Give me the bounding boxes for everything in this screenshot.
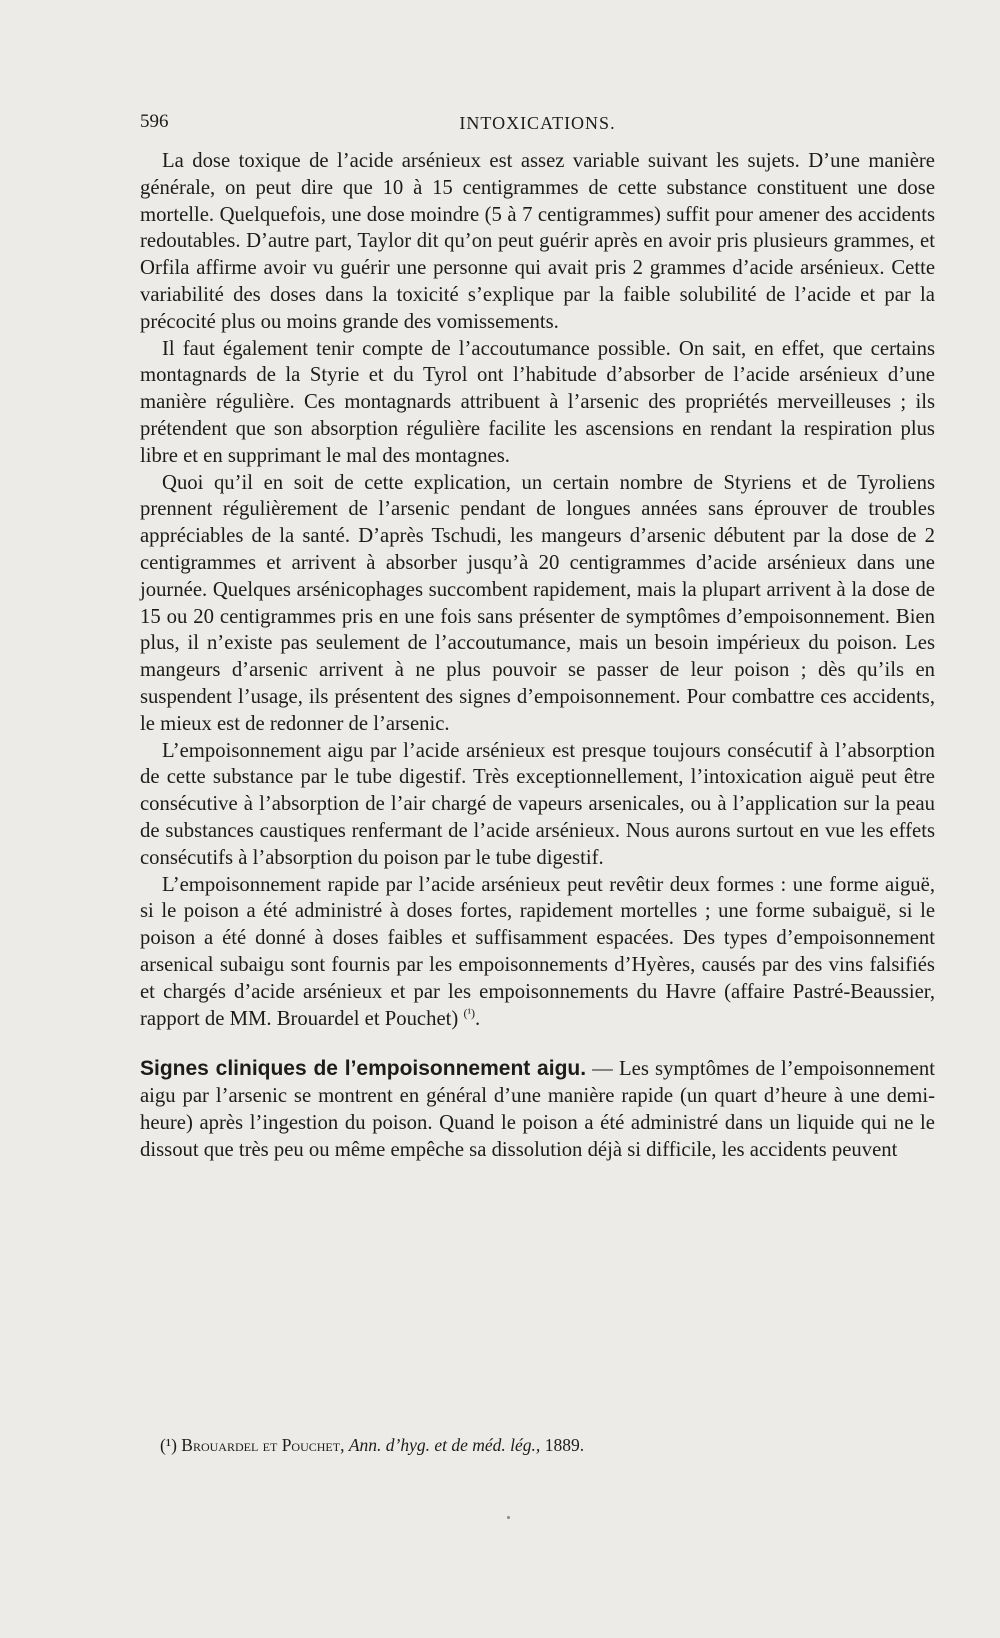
paragraph: Quoi qu’il en soit de cette explication, un certain nombre de Styriens et de Tyroliens prennent régulièrement de l’arsenic pendant de longues années sans éprouver de troubles appréciables de la santé. D’après Tschudi, les mangeurs d’arsenic débutent par la dose de 2 centigrammes et arrivent à absorber jusqu’à 20 centigrammes d’acide arsénieux dans une journée. Quelques arsénicophages succombent rapidement, mais la plupart arrivent à la dose de 15 ou 20 centigrammes pris en une fois sans présenter de symptômes d’empoisonnement. Bien plus, il n’existe pas seulement de l’accoutumance, mais un besoin impérieux du poison. Les mangeurs d’arsenic arrivent à ne plus pouvoir se passer de leur poison ; dès qu’ils en suspendent l’usage, ils présentent des signes d’empoisonnement. Pour combattre ces accidents, le mieux est de redonner de l’arsenic. (140, 471, 935, 735)
footnote-year: 1889. (544, 1435, 585, 1455)
footnote-reference: (¹) (463, 1005, 476, 1020)
footnote-marker: (¹) (160, 1435, 177, 1455)
section-paragraph (140, 1056, 935, 1163)
page-number: 596 (140, 111, 169, 132)
paragraph: Il faut également tenir compte de l’accoutumance possible. On sait, en effet, que certains montagnards de la Styrie et du Tyrol ont l’habitude d’absorber de l’acide arsénieux d’une manière régulière. Ces montagnards attribuent à l’arsenic des propriétés merveilleuses ; ils prétendent que son absorption régulière facilite les ascensions en rendant la respiration plus libre et en supprimant le mal des montagnes. (140, 337, 935, 467)
paragraph: L’empoisonnement aigu par l’acide arsénieux est presque toujours consécutif à l’absorption de cette substance par le tube digestif. Très exceptionnellement, l’intoxication aiguë peut être consécutive à l’absorption de l’air chargé de vapeurs arsenicales, ou à l’application sur la peau de substances caustiques renfermant de l’acide arsénieux. Nous aurons surtout en vue les effets consécutifs à l’absorption du poison par le tube digestif. (140, 739, 935, 869)
footnote-source: Ann. d’hyg. et de méd. lég., (348, 1435, 541, 1455)
section-heading: Signes cliniques de l’empoisonnement aigu. (140, 1057, 587, 1081)
section-text: — Les symptômes de l’empoisonnement aigu par l’arsenic se montrent en général d’une manière rapide (un quart d’heure à une demi-heure) après l’ingestion du poison. Quand le poison a été administré dans un liquide qui ne le dissout que très peu ou même empêche sa dissolution déjà si difficile, les accidents peuvent (140, 1058, 935, 1161)
page-mark (507, 1516, 510, 1519)
body-text (140, 148, 935, 1163)
paragraph-end: . (475, 1007, 481, 1030)
paragraph: La dose toxique de l’acide arsénieux est assez variable suivant les sujets. D’une manière générale, on peut dire que 10 à 15 centigrammes de cette substance constituent une dose mortelle. Quelquefois, une dose moindre (5 à 7 centigrammes) suffit pour amener des accidents redoutables. D’autre part, Taylor dit qu’on peut guérir après en avoir pris plusieurs grammes, et Orfila affirme avoir vu guérir une personne qui avait pris 2 grammes d’acide arsénieux. Cette variabilité des doses dans la toxicité s’explique par la faible solubilité de l’acide et par la précocité plus ou moins grande des vomissements. (140, 150, 935, 333)
footnote-authors: Brouardel et Pouchet, (181, 1435, 345, 1455)
running-head: INTOXICATIONS. (459, 113, 616, 133)
paragraph-text: L’empoisonnement rapide par l’acide arsénieux peut revêtir deux formes : une forme aiguë, si le poison a été administré à doses fortes, rapidement mortelles ; une forme subaiguë, si le poison a été donné à doses faibles et suffisamment espacées. Des types d’empoisonnement arsenical subaigu sont fournis par les empoisonnements d’Hyères, causés par des vins falsifiés et chargés d’acide arsénieux et par les empoisonnements du Havre (affaire Pastré-Beaussier, rapport de MM. Brouardel et Pouchet) (140, 873, 935, 1030)
page-header (140, 111, 935, 141)
paragraph (140, 872, 935, 1033)
footnote (160, 1435, 935, 1456)
